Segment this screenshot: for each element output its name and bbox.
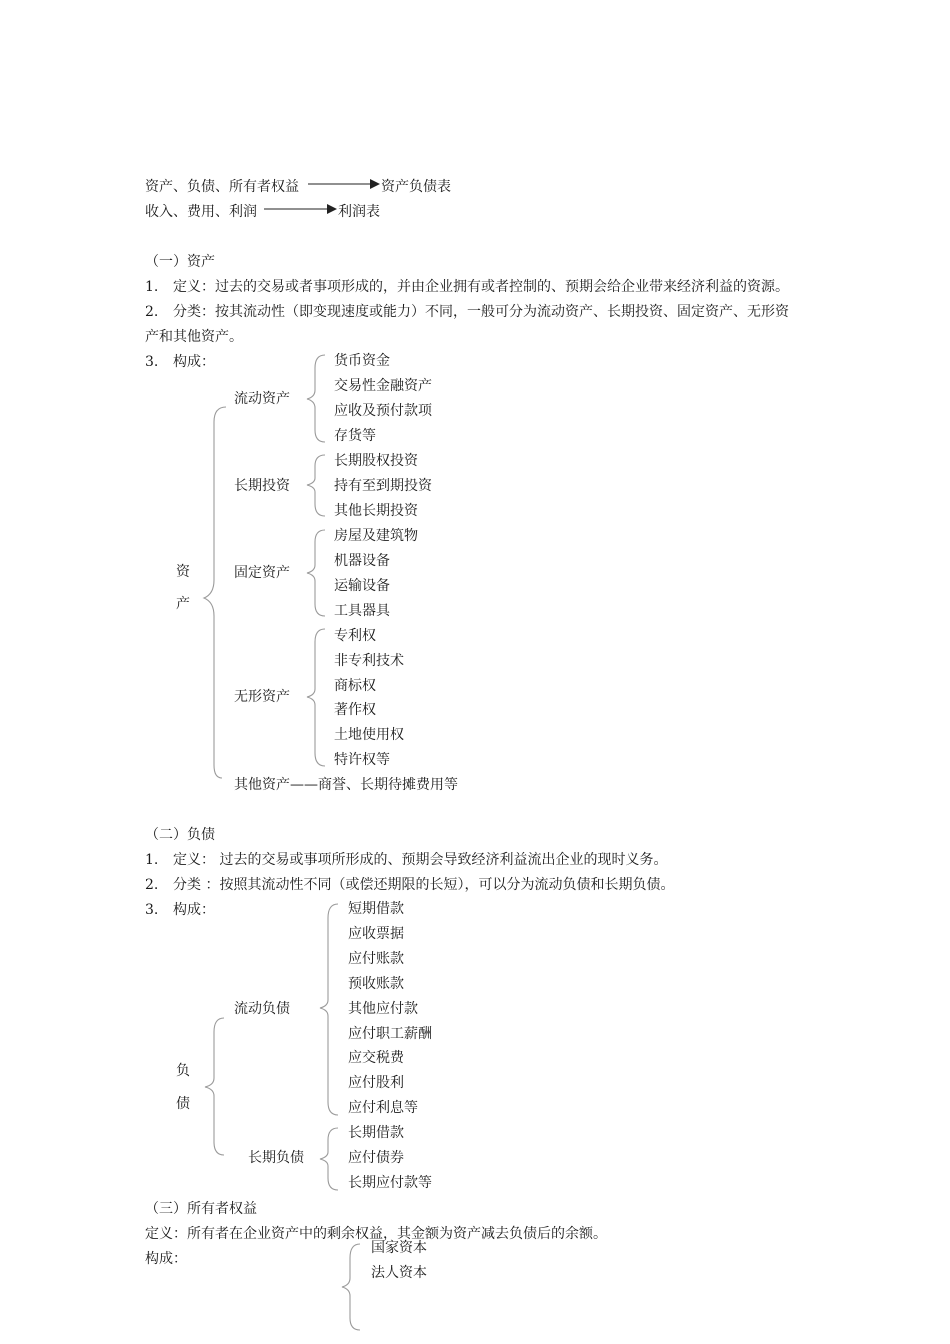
- liabilities-current-item: 应付账款: [348, 951, 404, 967]
- fixed-assets-brace: [307, 530, 325, 616]
- header-line2-left: 收入、费用、利润: [145, 204, 257, 220]
- liabilities-item-num-3: 3.: [145, 902, 159, 918]
- assets-current-item: 存货等: [334, 428, 376, 444]
- equity-brace: [342, 1244, 360, 1330]
- arrow-to-balance-sheet: [308, 179, 380, 189]
- liabilities-root-char-1: 负: [176, 1063, 190, 1079]
- header-line1-right: 资产负债表: [381, 179, 451, 195]
- assets-current-item: 应收及预付款项: [334, 403, 432, 419]
- liabilities-current-item: 预收账款: [348, 976, 404, 992]
- equity-heading: （三）所有者权益: [145, 1201, 257, 1217]
- liabilities-definition: 定义： 过去的交易或事项所形成的、预期会导致经济利益流出企业的现时义务。: [173, 852, 668, 868]
- assets-longterm-item: 其他长期投资: [334, 503, 418, 519]
- current-assets-brace: [307, 355, 325, 442]
- liabilities-current-item: 短期借款: [348, 901, 404, 917]
- assets-main-brace: [204, 407, 226, 778]
- assets-classification: 分类：按其流动性（即变现速度或能力）不同，一般可分为流动资产、长期投资、固定资产、无形资: [173, 304, 789, 320]
- assets-fixed-item: 机器设备: [334, 553, 390, 569]
- assets-intangible-item: 著作权: [334, 702, 376, 718]
- header-line2-right: 利润表: [338, 204, 380, 220]
- assets-intangible-item: 非专利技术: [334, 653, 404, 669]
- assets-current-item: 货币资金: [334, 353, 390, 369]
- assets-group-current-label: 流动资产: [234, 391, 290, 407]
- equity-composition-label: 构成：: [145, 1251, 187, 1267]
- liabilities-classification: 分类 ：按照其流动性不同（或偿还期限的长短），可以分为流动负债和长期负债。: [173, 877, 675, 893]
- assets-group-fixed-label: 固定资产: [234, 565, 290, 581]
- liabilities-current-item: 应付股利: [348, 1075, 404, 1091]
- liabilities-item-num-2: 2.: [145, 877, 159, 893]
- equity-definition: 定义：所有者在企业资产中的剩余权益，其金额为资产减去负债后的余额。: [145, 1226, 607, 1242]
- assets-composition-label: 构成：: [173, 354, 215, 370]
- assets-other: 其他资产——商誉、长期待摊费用等: [234, 777, 458, 793]
- liabilities-current-item: 应交税费: [348, 1050, 404, 1066]
- liabilities-current-item: 应收票据: [348, 926, 404, 942]
- liabilities-composition-label: 构成：: [173, 902, 215, 918]
- assets-item-num-3: 3.: [145, 354, 159, 370]
- liabilities-heading: （二）负债: [145, 827, 215, 843]
- liabilities-longterm-item: 长期借款: [348, 1125, 404, 1141]
- header-line1-left: 资产、负债、所有者权益: [145, 179, 299, 195]
- assets-intangible-item: 土地使用权: [334, 727, 404, 743]
- assets-classification-cont: 产和其他资产。: [145, 329, 243, 345]
- equity-item: 法人资本: [371, 1265, 427, 1281]
- long-term-liabilities-brace: [320, 1128, 338, 1190]
- assets-fixed-item: 运输设备: [334, 578, 390, 594]
- assets-heading: （一）资产: [145, 254, 215, 270]
- liabilities-current-item: 应付职工薪酬: [348, 1026, 432, 1042]
- assets-intangible-item: 专利权: [334, 628, 376, 644]
- liabilities-longterm-item: 应付债券: [348, 1150, 404, 1166]
- assets-group-intangible-label: 无形资产: [234, 689, 290, 705]
- assets-root-char-2: 产: [176, 596, 190, 612]
- assets-fixed-item: 工具器具: [334, 603, 390, 619]
- liabilities-longterm-item: 长期应付款等: [348, 1175, 432, 1191]
- long-term-investment-brace: [307, 455, 325, 516]
- assets-root-char-1: 资: [176, 564, 190, 580]
- assets-item-num-1: 1.: [145, 279, 159, 295]
- liabilities-current-item: 其他应付款: [348, 1001, 418, 1017]
- assets-item-num-2: 2.: [145, 304, 159, 320]
- liabilities-group-current-label: 流动负债: [234, 1001, 290, 1017]
- assets-longterm-item: 长期股权投资: [334, 453, 418, 469]
- liabilities-current-item: 应付利息等: [348, 1100, 418, 1116]
- assets-definition: 定义：过去的交易或者事项形成的，并由企业拥有或者控制的、预期会给企业带来经济利益的资源。: [173, 279, 789, 295]
- current-liabilities-brace: [320, 904, 338, 1115]
- assets-intangible-item: 特许权等: [334, 752, 390, 768]
- assets-group-longterm-label: 长期投资: [234, 478, 290, 494]
- assets-current-item: 交易性金融资产: [334, 378, 432, 394]
- liabilities-root-char-2: 债: [176, 1096, 190, 1112]
- arrow-to-income-statement: [264, 204, 337, 214]
- assets-longterm-item: 持有至到期投资: [334, 478, 432, 494]
- liabilities-main-brace: [205, 1018, 224, 1155]
- equity-item: 国家资本: [371, 1240, 427, 1256]
- assets-intangible-item: 商标权: [334, 678, 376, 694]
- intangible-assets-brace: [307, 629, 325, 766]
- liabilities-item-num-1: 1.: [145, 852, 159, 868]
- liabilities-group-longterm-label: 长期负债: [248, 1150, 304, 1166]
- assets-fixed-item: 房屋及建筑物: [334, 528, 418, 544]
